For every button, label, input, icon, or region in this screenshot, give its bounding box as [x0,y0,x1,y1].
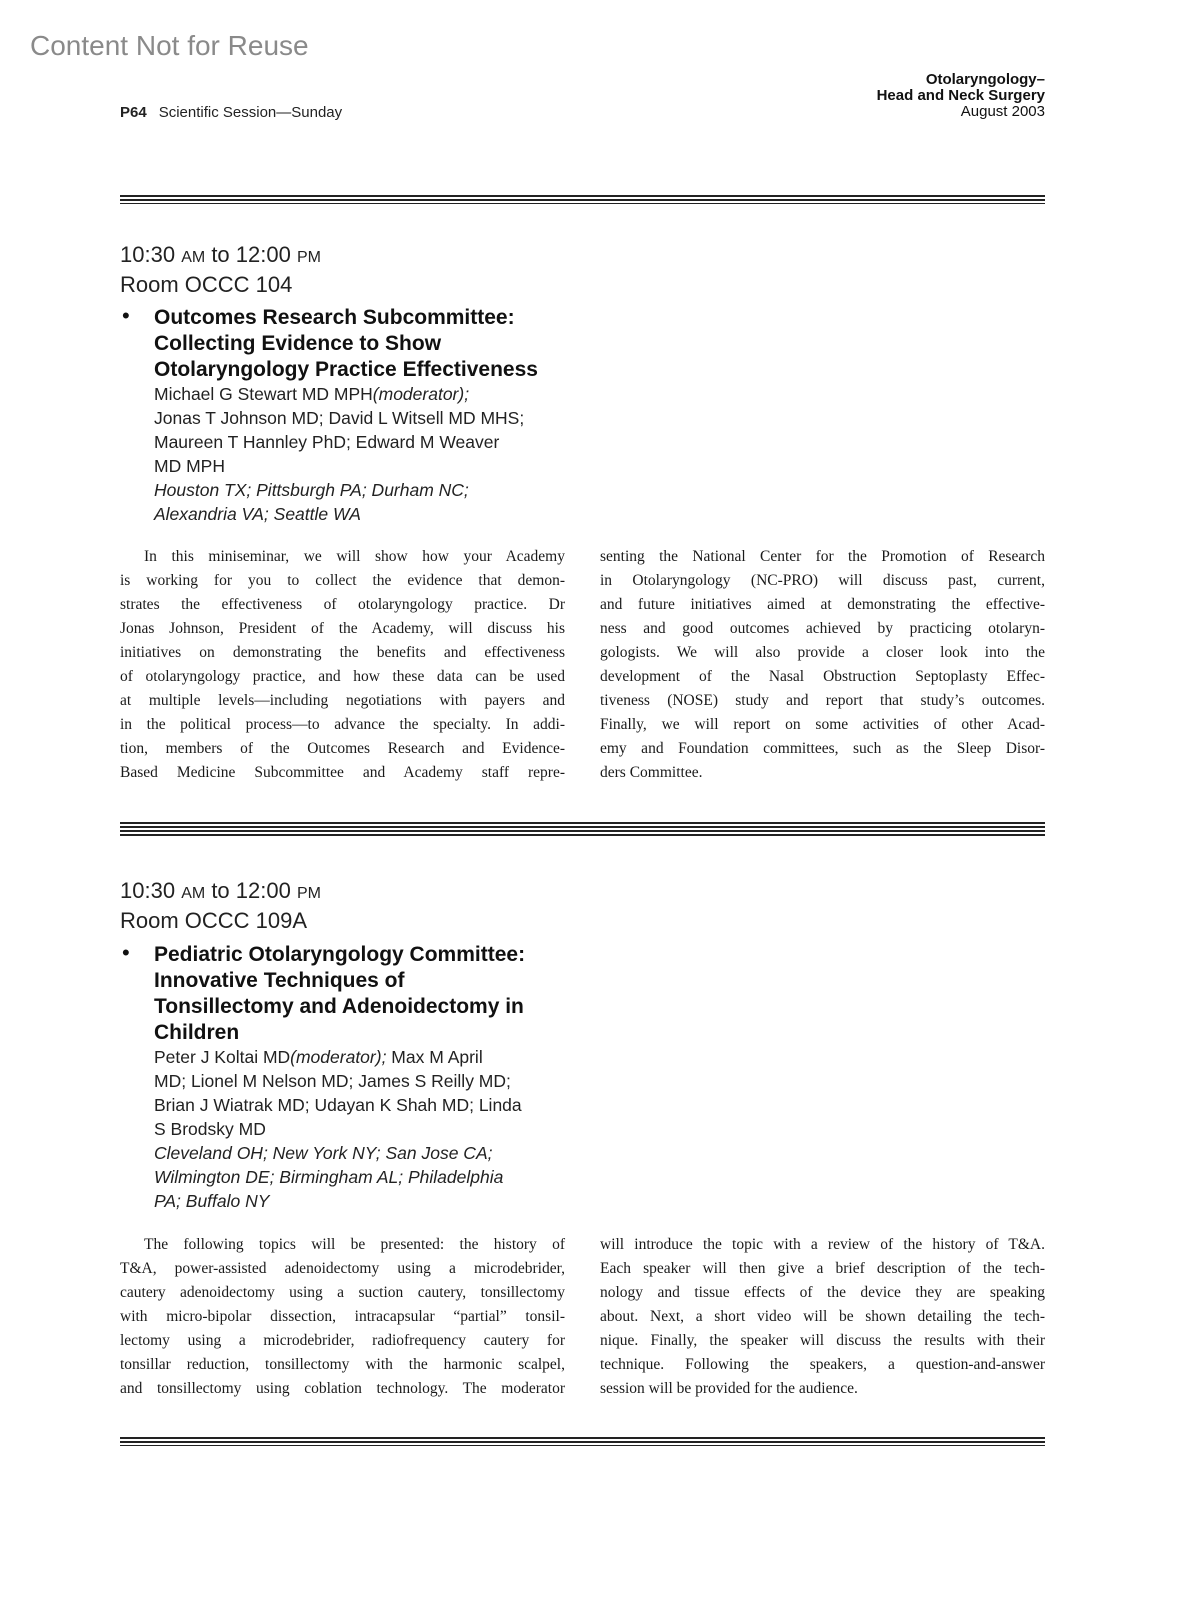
body-text-line: about. Next, a short video will be shown detailing the tech- [600,1308,1045,1325]
author-text: Brian J Wiatrak MD; Udayan K Shah MD; Linda [154,1095,522,1115]
title-line: Outcomes Research Subcommittee: [154,306,515,329]
author-italic-text: Cleveland OH; New York NY; San Jose CA; [154,1143,493,1163]
author-text: Jonas T Johnson MD; David L Witsell MD MHS; [154,408,525,428]
body-text-line: with micro-bipolar dissection, intracapsular “partial” tonsil- [120,1308,565,1325]
start-ampm: AM [181,249,206,266]
session-authors [154,1045,522,1213]
session-room: Room OCCC 104 [120,272,293,297]
body-text-line: Finally, we will report on some activities of other Acad- [600,716,1045,733]
body-text-line: at multiple levels—including negotiations with payers and [120,692,565,709]
session-title [154,305,538,383]
body-column-left [120,545,565,785]
author-italic-text: Alexandria VA; Seattle WA [154,504,361,524]
body-text-line: development of the Nasal Obstruction Septoplasty Effec- [600,668,1045,685]
body-text-line: in the political process—to advance the specialty. In addi- [120,716,565,733]
author-text: MD; Lionel M Nelson MD; James S Reilly MD; [154,1071,511,1091]
body-text-line: is working for you to collect the evidence that demon- [120,572,565,589]
start-time: 10:30 [120,242,176,267]
author-line [154,502,524,526]
session-time [120,241,321,271]
body-text-line: T&A, power-assisted adenoidectomy using a microdebrider, [120,1260,565,1277]
author-line [154,1069,522,1093]
start-time: 10:30 [120,878,176,903]
journal-info [877,72,1045,120]
title-line: Innovative Techniques of [154,969,405,992]
title-line: Children [154,1021,240,1044]
journal-name-line1: Otolaryngology– [925,71,1045,88]
title-line: Collecting Evidence to Show [154,332,442,355]
author-italic-text: (moderator); [372,384,470,404]
author-text: Peter J Koltai MD [154,1047,291,1067]
divider-rule [120,1437,1045,1448]
time-to: to [211,242,230,267]
body-text-line: ness and good outcomes achieved by practicing otolaryn- [600,620,1045,637]
body-text-line: tiveness (NOSE) study and report that study’s outcomes. [600,692,1045,709]
author-line [154,478,524,502]
session-time-room [120,241,321,298]
session-room: Room OCCC 109A [120,908,308,933]
author-text: S Brodsky MD [154,1119,266,1139]
end-ampm: PM [296,249,321,266]
author-line [154,430,524,454]
body-text-line: in Otolaryngology (NC-PRO) will discuss past, current, [600,572,1045,589]
session-title [154,942,525,1046]
watermark: Content Not for Reuse [30,30,309,61]
end-time: 12:00 [235,242,291,267]
author-italic-text: PA; Buffalo NY [154,1191,270,1211]
running-head [120,104,342,121]
author-italic-text: Houston TX; Pittsburgh PA; Durham NC; [154,480,469,500]
author-italic-text: (moderator); [290,1047,387,1067]
body-text-line: and tonsillectomy using coblation technology. The moderator [120,1380,565,1397]
body-text-line: technique. Following the speakers, a question-and-answer [600,1356,1045,1373]
body-text-line: and future initiatives aimed at demonstrating the effective- [600,596,1045,613]
body-column-right [600,545,1045,785]
body-text-line: gologists. We will also provide a closer look into the [600,644,1045,661]
body-text-line: nology and tissue effects of the device they are speaking [600,1284,1045,1301]
author-line [154,1093,522,1117]
body-text-line: lectomy using a microdebrider, radiofrequency cautery for [120,1332,565,1349]
title-line: Pediatric Otolaryngology Committee: [154,943,526,966]
author-text: Michael G Stewart MD MPH [154,384,373,404]
author-text: Maureen T Hannley PhD; Edward M Weaver [154,432,500,452]
author-line [154,454,524,478]
title-line: Otolaryngology Practice Effectiveness [154,358,538,381]
time-to: to [211,878,230,903]
session-authors [154,382,524,526]
body-text-line: tion, members of the Outcomes Research and Evidence- [120,740,565,757]
issue-date: August 2003 [960,103,1045,120]
body-text-line: Jonas Johnson, President of the Academy, will discuss his [120,620,565,637]
body-text-line: The following topics will be presented: the history of [144,1236,565,1253]
body-text-line: session will be provided for the audience. [600,1380,858,1397]
body-text-line: initiatives on demonstrating the benefits and effectiveness [120,644,565,661]
author-line [154,382,524,406]
body-text-line: will introduce the topic with a review of the history of T&A. [600,1236,1045,1253]
body-text-line: senting the National Center for the Promotion of Research [600,548,1045,565]
session-time [120,877,321,907]
body-text-line: emy and Foundation committees, such as the Sleep Disor- [600,740,1045,757]
title-line: Tonsillectomy and Adenoidectomy in [154,995,524,1018]
body-text-line: nique. Finally, the speaker will discuss the results with their [600,1332,1045,1349]
body-text-line: Each speaker will then give a brief description of the tech- [600,1260,1045,1277]
author-line [154,1141,522,1165]
author-line [154,1165,522,1189]
divider-rule [120,822,1045,838]
body-text-line: tonsillar reduction, tonsillectomy with the harmonic scalpel, [120,1356,565,1373]
end-time: 12:00 [235,878,291,903]
body-text-line: ders Committee. [600,764,703,781]
body-column-left [120,1233,565,1401]
bullet-icon: • [122,940,130,965]
body-column-right [600,1233,1045,1401]
author-line [154,406,524,430]
author-line [154,1117,522,1141]
body-text-line: cautery adenoidectomy using a suction cautery, tonsillectomy [120,1284,565,1301]
author-italic-text: Wilmington DE; Birmingham AL; Philadelphia [154,1167,504,1187]
author-text: Max M April [386,1047,483,1067]
author-line [154,1045,522,1069]
body-text-line: In this miniseminar, we will show how your Academy [144,548,565,565]
end-ampm: PM [296,885,321,902]
journal-name-line2: Head and Neck Surgery [876,87,1045,104]
body-text-line: strates the effectiveness of otolaryngology practice. Dr [120,596,565,613]
author-line [154,1189,522,1213]
body-text-line: of otolaryngology practice, and how these data can be used [120,668,565,685]
page-number: P64 [120,104,147,121]
author-text: MD MPH [154,456,225,476]
bullet-icon: • [122,303,130,328]
start-ampm: AM [181,885,206,902]
section-name: Scientific Session—Sunday [158,104,343,121]
session-time-room [120,877,321,934]
divider-rule [120,195,1045,206]
body-text-line: Based Medicine Subcommittee and Academy staff repre- [120,764,565,781]
